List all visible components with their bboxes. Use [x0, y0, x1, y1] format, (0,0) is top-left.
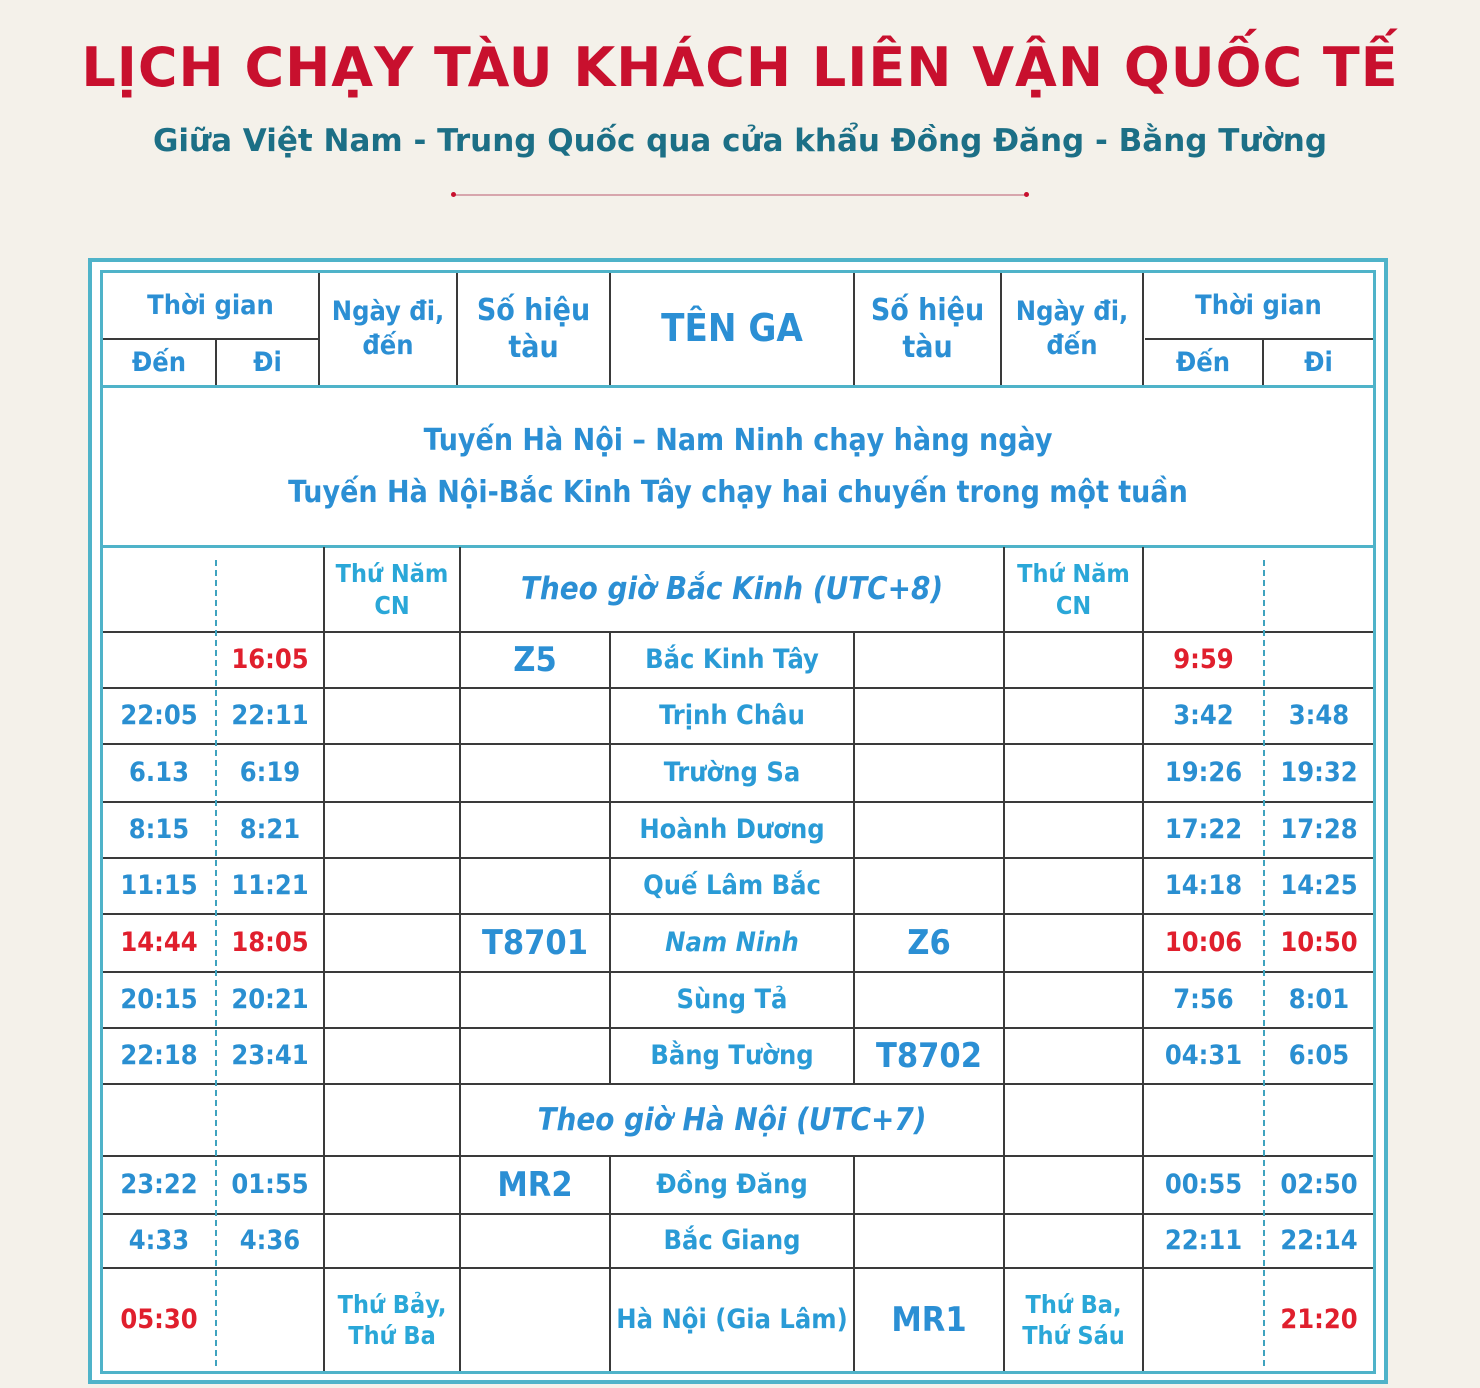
- beijing-days-right-line2: CN: [1055, 590, 1092, 620]
- row-1-left-arrive: 22:05: [120, 700, 198, 732]
- body-vline: [323, 547, 325, 1371]
- route-notice: [103, 388, 1373, 545]
- row-0-right-arrive: 9:59: [1173, 644, 1234, 676]
- hanoi-days-left: [325, 1269, 459, 1371]
- row-6-station: Sùng Tả: [676, 984, 788, 1016]
- header-train-left-line2: tàu: [508, 330, 559, 365]
- row-2-left-arrive: 6.13: [129, 757, 189, 789]
- row-8-right-depart: 02:50: [1280, 1169, 1358, 1201]
- row-3-left-depart: 8:21: [239, 814, 301, 846]
- beijing-days-right: [1005, 548, 1142, 631]
- header-date-left-line1: Ngày đi,: [331, 296, 445, 328]
- header-time-right: Thời gian: [1195, 289, 1322, 321]
- header-arrive-left: Đến: [131, 346, 187, 378]
- row-5-station: Nam Ninh: [665, 927, 799, 959]
- row-4-left-depart: 11:21: [231, 870, 309, 902]
- body-vline: [1003, 547, 1005, 1371]
- row-6-right-arrive: 7:56: [1173, 984, 1234, 1016]
- row-4-right-arrive: 14:18: [1164, 870, 1243, 902]
- row-3-station: Hoành Dương: [639, 814, 825, 846]
- body-vline: [853, 631, 855, 1085]
- row-2-right-depart: 19:32: [1280, 757, 1358, 789]
- row-10-right-depart: 21:20: [1280, 1304, 1358, 1336]
- row-3-right-depart: 17:28: [1280, 814, 1358, 846]
- hanoi-days-left-line1: Thứ Bảy,: [337, 1289, 447, 1319]
- header-date-right-line2: đến: [1046, 330, 1098, 361]
- row-0-left-depart: 16:05: [231, 644, 309, 676]
- row-3-left-arrive: 8:15: [128, 814, 190, 846]
- beijing-days-left-line1: Thứ Năm: [335, 559, 449, 589]
- train-mr1: MR1: [891, 1299, 967, 1340]
- hanoi-days-right: [1005, 1269, 1142, 1371]
- row-5-right-arrive: 10:06: [1164, 927, 1243, 959]
- title-divider: [453, 194, 1027, 196]
- header-train-right-line1: Số hiệu: [870, 292, 985, 328]
- row-7-left-depart: 23:41: [231, 1040, 309, 1072]
- train-mr2: MR2: [497, 1164, 573, 1205]
- row-10-left-arrive: 05:30: [120, 1304, 198, 1336]
- row-9-right-arrive: 22:11: [1164, 1225, 1243, 1257]
- row-8-station: Đồng Đăng: [656, 1169, 808, 1201]
- row-6-right-depart: 8:01: [1288, 984, 1350, 1016]
- train-z6: Z6: [907, 922, 951, 963]
- header-train-left-line1: Số hiệu: [476, 292, 591, 328]
- row-9-left-depart: 4:36: [239, 1225, 301, 1257]
- row-7-left-arrive: 22:18: [120, 1040, 198, 1072]
- row-7-station: Bằng Tường: [650, 1040, 814, 1072]
- row-1-right-arrive: 3:42: [1173, 700, 1234, 732]
- row-8-left-depart: 01:55: [231, 1169, 309, 1201]
- hanoi-days-right-line1: Thứ Ba,: [1025, 1289, 1122, 1319]
- beijing-time-label: Theo giờ Bắc Kinh (UTC+8): [520, 571, 944, 608]
- row-9-left-arrive: 4:33: [128, 1225, 190, 1257]
- row-1-station: Trịnh Châu: [659, 700, 805, 732]
- header-train-right: [855, 273, 1000, 385]
- row-0-left-arrive: [103, 633, 215, 687]
- beijing-days-left: [325, 548, 459, 631]
- row-10-station: Hà Nội (Gia Lâm): [616, 1304, 848, 1336]
- header-train-right-line2: tàu: [902, 330, 953, 365]
- row-1-left-depart: 22:11: [231, 700, 309, 732]
- header-date-left: [320, 273, 456, 385]
- beijing-days-right-line1: Thứ Năm: [1017, 559, 1130, 589]
- row-7-right-arrive: 04:31: [1164, 1040, 1243, 1072]
- header-time-left: Thời gian: [147, 289, 274, 321]
- header-date-left-line2: đến: [362, 330, 414, 361]
- header-depart-right: Đi: [1304, 346, 1333, 378]
- row-6-left-arrive: 20:15: [120, 984, 198, 1016]
- row-10-right-arrive: [1144, 1269, 1263, 1371]
- hanoi-days-right-line2: Thứ Sáu: [1022, 1321, 1125, 1350]
- row-10-left-depart: [217, 1269, 323, 1371]
- train-t8701: T8701: [481, 922, 588, 963]
- route-notice-line2: Tuyến Hà Nội-Bắc Kinh Tây chạy hai chuyến trong một tuần: [288, 474, 1188, 510]
- row-3-right-arrive: 17:22: [1164, 814, 1243, 846]
- header-depart-left: Đi: [253, 346, 282, 378]
- header-date-right-line1: Ngày đi,: [1015, 296, 1129, 328]
- row-5-left-arrive: 14:44: [120, 927, 198, 959]
- header-train-left: [458, 273, 609, 385]
- row-0-right-depart: [1265, 633, 1373, 687]
- row-8-left-arrive: 23:22: [120, 1169, 198, 1201]
- hanoi-time-label: Theo giờ Hà Nội (UTC+7): [537, 1101, 927, 1138]
- row-9-right-depart: 22:14: [1280, 1225, 1358, 1257]
- row-2-station: Trường Sa: [663, 757, 801, 789]
- row-5-right-depart: 10:50: [1280, 927, 1358, 959]
- header-arrive-right: Đến: [1175, 346, 1231, 378]
- page-subtitle: Giữa Việt Nam - Trung Quốc qua cửa khẩu Đồng Đăng - Bằng Tường: [152, 123, 1328, 159]
- row-7-right-depart: 6:05: [1288, 1040, 1350, 1072]
- row-8-right-arrive: 00:55: [1164, 1169, 1243, 1201]
- beijing-days-left-line2: CN: [374, 590, 410, 620]
- row-1-right-depart: 3:48: [1288, 700, 1350, 732]
- row-5-left-depart: 18:05: [231, 927, 309, 959]
- row-0-station: Bắc Kinh Tây: [645, 644, 819, 676]
- row-4-left-arrive: 11:15: [120, 870, 198, 902]
- header-date-right: [1002, 273, 1142, 385]
- row-9-station: Bắc Giang: [663, 1225, 801, 1257]
- row-2-right-arrive: 19:26: [1164, 757, 1243, 789]
- route-notice-line1: Tuyến Hà Nội – Nam Ninh chạy hàng ngày: [423, 422, 1053, 458]
- row-4-station: Quế Lâm Bắc: [643, 870, 821, 902]
- header-station: TÊN GA: [661, 306, 803, 351]
- row-2-left-depart: 6:19: [239, 757, 301, 789]
- hanoi-days-left-line2: Thứ Ba: [348, 1321, 436, 1350]
- train-t8702: T8702: [875, 1035, 982, 1076]
- train-z5: Z5: [513, 639, 557, 680]
- page-title: LỊCH CHẠY TÀU KHÁCH LIÊN VẬN QUỐC TẾ: [81, 36, 1399, 99]
- row-6-left-depart: 20:21: [231, 984, 309, 1016]
- row-4-right-depart: 14:25: [1280, 870, 1358, 902]
